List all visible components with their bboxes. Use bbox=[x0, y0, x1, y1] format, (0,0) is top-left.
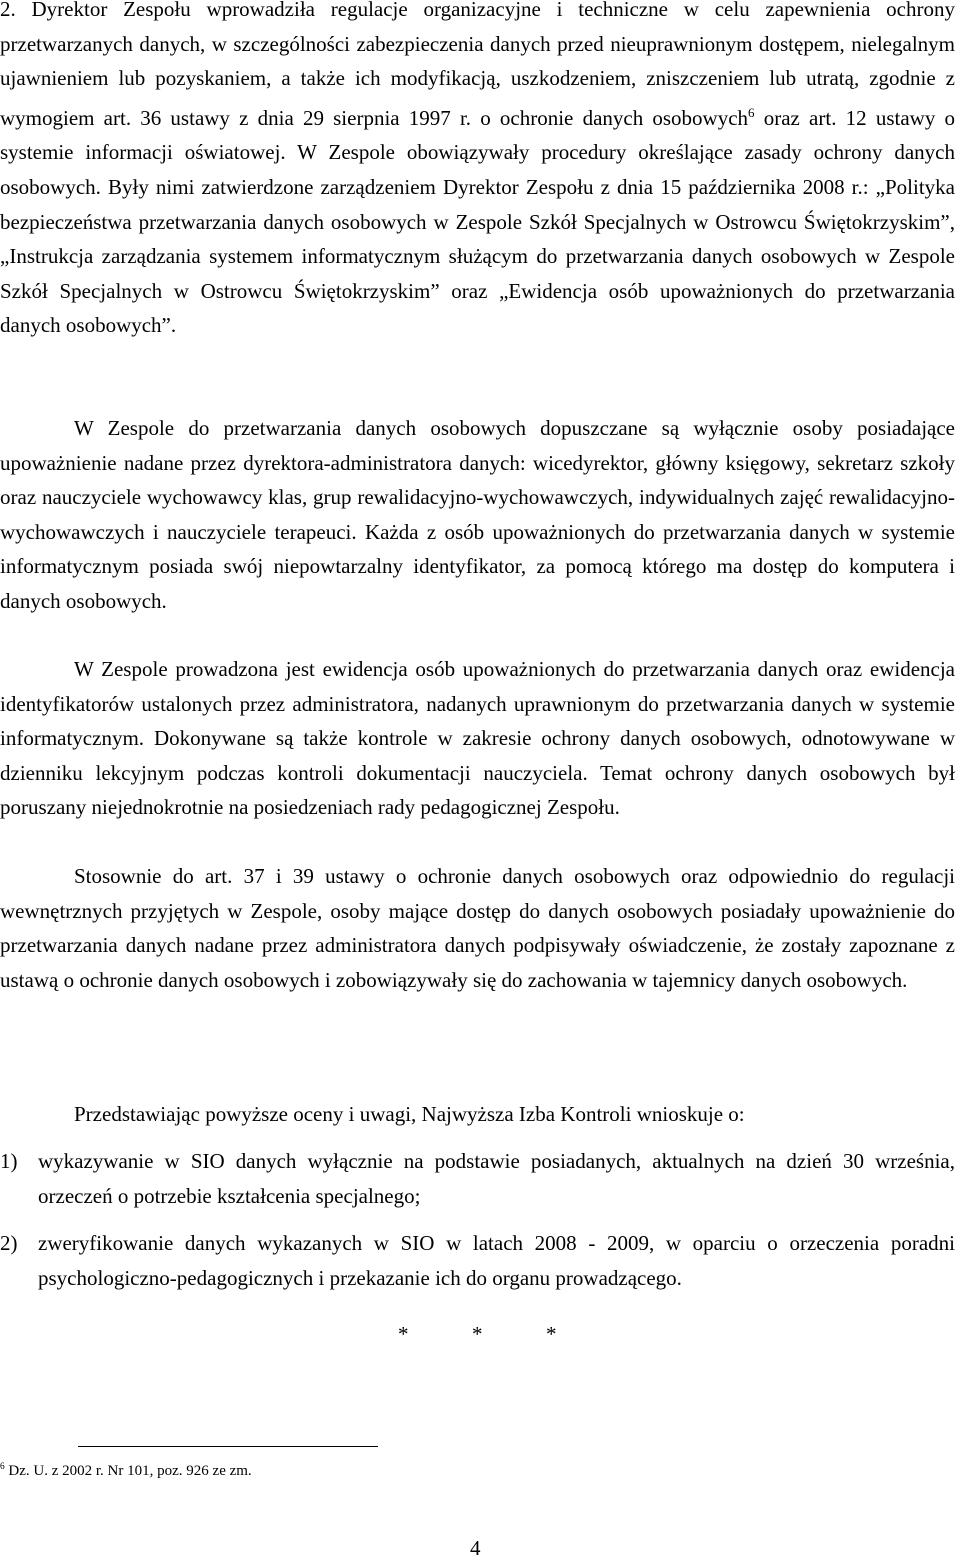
footnote-marker: 6 bbox=[0, 1462, 5, 1472]
paragraph-regulations bbox=[0, 0, 955, 343]
list-item-text: zweryfikowanie danych wykazanych w SIO w latach 2008 - 2009, w oparciu o orzeczenia poradni psychologiczno-pedagogicznych i przekazanie ich do organu prowadzącego. bbox=[38, 1231, 955, 1290]
list-item-recommendation-2 bbox=[0, 1226, 955, 1295]
footnote-divider bbox=[78, 1446, 378, 1447]
footnote bbox=[0, 1456, 252, 1482]
list-item-text: wykazywanie w SIO danych wyłącznie na podstawie posiadanych, aktualnych na dzień 30 września, orzeczeń o potrzebie kształcenia specjalnego; bbox=[38, 1149, 955, 1208]
page-number: 4 bbox=[470, 1536, 481, 1560]
separator-star: * bbox=[546, 1322, 557, 1346]
paragraph-authorized-persons: W Zespole do przetwarzania danych osobowych dopuszczane są wyłącznie osoby posiadające upoważnienie nadane przez dyrektora-administratora danych: wicedyrektor, główny księgowy, sekretarz szkoły oraz nauczyciele wychowawcy klas, grup rewalidacyjno-wychowawczych, indywidualnych zajęć rewalidacyjno-wychowawczych i nauczyciele terapeuci. Każda z osób upoważnionych do przetwarzania danych w systemie informatycznym posiada swój niepowtarzalny identyfikator, za pomocą którego ma dostęp do komputera i danych osobowych. bbox=[0, 416, 955, 613]
paragraph-statements: Stosownie do art. 37 i 39 ustawy o ochronie danych osobowych oraz odpowiednio do regulacji wewnętrznych przyjętych w Zespole, osoby mające dostęp do danych osobowych posiadały upoważnienie do przetwarzania danych nadane przez administratora danych podpisywały oświadczenie, że zostały zapoznane z ustawą o ochronie danych osobowych i zobowiązywały się do zachowania w tajemnicy danych osobowych. bbox=[0, 864, 955, 992]
list-item-recommendation-1 bbox=[0, 1144, 955, 1213]
list-item-number: 1) bbox=[0, 1149, 18, 1173]
paragraph-records: W Zespole prowadzona jest ewidencja osób upoważnionych do przetwarzania danych oraz ewidencja identyfikatorów ustalonych przez administratora, nadanych uprawnionym do przetwarzania danych w systemie informatycznym. Dokonywane są także kontrole w zakresie ochrony danych osobowych, odnotowywane w dzienniku lekcyjnym podczas kontroli dokumentacji nauczyciela. Temat ochrony danych osobowych był poruszany niejednokrotnie na posiedzeniach rady pedagogicznej Zespołu. bbox=[0, 657, 955, 820]
footnote-reference: 6 bbox=[748, 104, 755, 120]
footnote-text: Dz. U. z 2002 r. Nr 101, poz. 926 ze zm. bbox=[4, 1463, 252, 1479]
paragraph-text: 2. Dyrektor Zespołu wprowadziła regulacje organizacyjne i techniczne w celu zapewnienia ochrony przetwarzanych danych, w szczególności zabezpieczenia danych przed nieuprawnionym dostępem, nielegalnym ujawnieniem lub pozyskaniem, a także ich modyfikacją, uszkodzeniem, zniszczeniem lub utratą, zgodnie z wymogiem art. 36 ustawy z dnia 29 sierpnia 1997 r. o ochronie danych osobowych bbox=[0, 0, 955, 130]
list-item-number: 2) bbox=[0, 1231, 18, 1255]
separator-star: * bbox=[398, 1322, 409, 1346]
paragraph-text-continued: oraz art. 12 ustawy o systemie informacji oświatowej. W Zespole obowiązywały procedury określające zasady ochrony danych osobowych. Były nimi zatwierdzone zarządzeniem Dyrektor Zespołu z dnia 15 października 2008 r.: „Polityka bezpieczeństwa przetwarzania danych osobowych w Zespole Szkół Specjalnych w Ostrowcu Świętokrzyskim”, „Instrukcja zarządzania systemem informatycznym służącym do przetwarzania danych osobowych w Zespole Szkół Specjalnych w Ostrowcu Świętokrzyskim” oraz „Ewidencja osób upoważnionych do przetwarzania danych osobowych”. bbox=[0, 105, 955, 338]
separator-star: * bbox=[472, 1322, 483, 1346]
section-separator bbox=[398, 1322, 620, 1347]
paragraph-conclusions-intro: Przedstawiając powyższe oceny i uwagi, Najwyższa Izba Kontroli wnioskuje o: bbox=[74, 1102, 745, 1126]
